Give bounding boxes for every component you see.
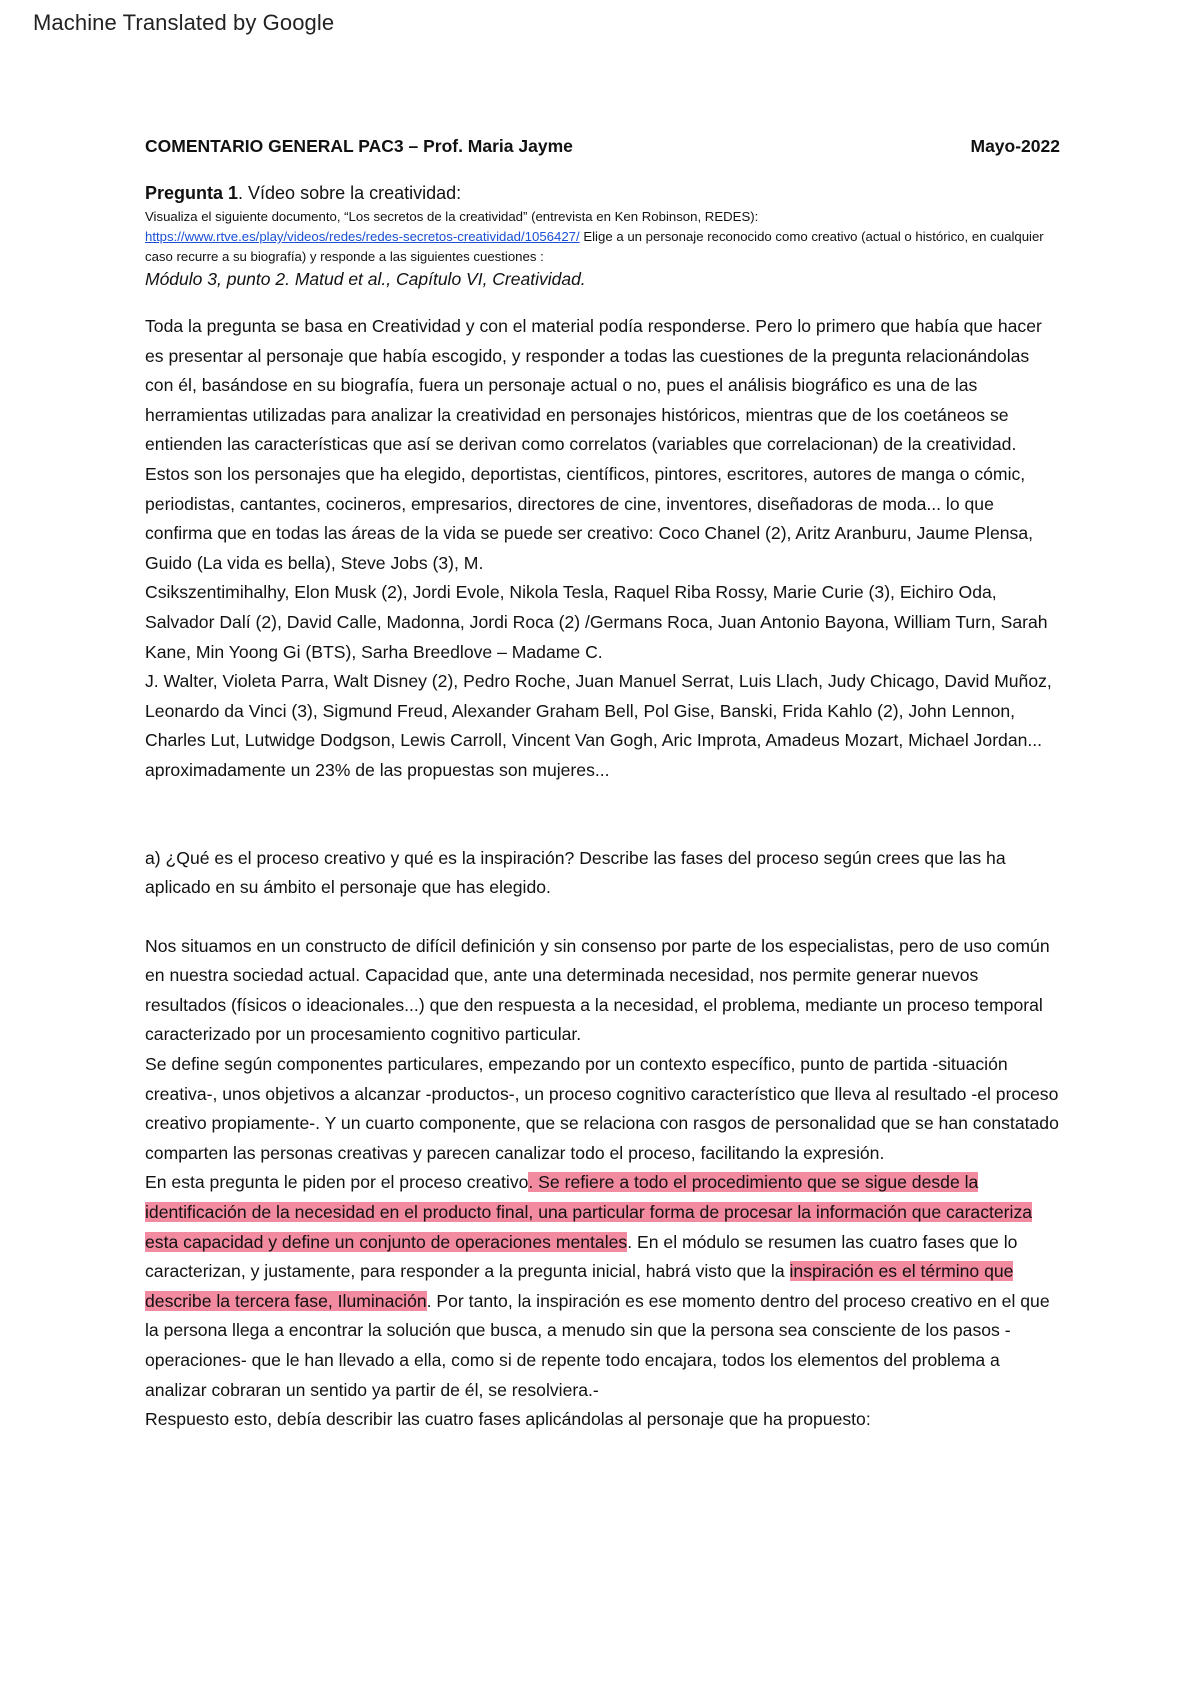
paragraph-phases-intro: Respuesto esto, debía describir las cuatro fases aplicándolas al personaje que ha propuesto: <box>145 1409 871 1430</box>
question-desc-instructions: Elige a un personaje reconocido como creativo (actual o histórico, en cualquier caso recurre a su biografía) y responde a las siguientes cuestiones : <box>145 229 1044 264</box>
module-reference: Módulo 3, punto 2. Matud et al., Capítulo VI, Creatividad. <box>145 269 586 289</box>
document-header <box>145 136 1060 157</box>
translation-banner: Machine Translated by Google <box>33 10 335 35</box>
paragraph-components: Se define según componentes particulares, empezando por un contexto específico, punto de partida -situación creativa-, unos objetivos a alcanzar -productos-, un proceso cognitivo característico que lleva al resultado -el proceso creativo propiamente-. Y un cuarto componente, que se relaciona con rasgos de personalidad que se han constatado comparten las personas creativas y parecen canalizar todo el proceso, facilitando la expresión. <box>145 1054 1059 1163</box>
paragraph-characters-cont-2: J. Walter, Violeta Parra, Walt Disney (2), Pedro Roche, Juan Manuel Serrat, Luis Llach, Judy Chicago, David Muñoz, Leonardo da Vinci (3), Sigmund Freud, Alexander Graham Bell, Pol Gise, Banski, Frida Kahlo (2), John Lennon, Charles Lut, Lutwidge Dodgson, Lewis Carroll, Vincent Van Gogh, Aric Improta, Amadeus Mozart, Michael Jordan... aproximadamente un 23% de las propuestas son mujeres... <box>145 671 1052 780</box>
question-title-rest: . Vídeo sobre la creatividad: <box>238 183 462 203</box>
paragraph-definition: Nos situamos en un constructo de difícil definición y sin consenso por parte de los especialistas, pero de uso común en nuestra sociedad actual. Capacidad que, ante una determinada necesidad, nos permite generar nuevos resultados (físicos o ideacionales...) que den respuesta a la necesidad, el problema, mediante un proceso temporal caracterizado por un procesamiento cognitivo particular. <box>145 935 1050 1045</box>
subquestion-a: a) ¿Qué es el proceso creativo y qué es la inspiración? Describe las fases del proceso según crees que las ha aplicado en su ámbito el personaje que has elegido. <box>145 847 1006 898</box>
document-page <box>145 136 1060 1435</box>
paragraph-characters-cont-1: Csikszentimihalhy, Elon Musk (2), Jordi Evole, Nikola Tesla, Raquel Riba Rossy, Marie Curie (3), Eichiro Oda, Salvador Dalí (2), David Calle, Madonna, Jordi Roca (2) /Germans Roca, Juan Antonio Bayona, William Turn, Sarah Kane, Min Yoong Gi (BTS), Sarha Breedlove – Madame C. <box>145 582 1048 662</box>
p7-text-b: . En el módulo se resumen las cuatro fases que lo caracterizan, y justamente, para responder a la pregunta inicial, habrá visto que la <box>145 1231 1018 1282</box>
answer-body <box>145 312 1060 1435</box>
question-label: Pregunta 1 <box>145 183 239 203</box>
paragraph-characters: Estos son los personajes que ha elegido, deportistas, científicos, pintores, escritores, autores de manga o cómic, periodistas, cantantes, cocineros, empresarios, directores de cine, inventores, diseñadoras de moda... lo que confirma que en todas las áreas de la vida se puede ser creativo: Coco Chanel (2), Aritz Aranburu, Jaume Plensa, Guido (La vida es bella), Steve Jobs (3), M. <box>145 463 1033 573</box>
p7-text-c: . Por tanto, la inspiración es ese momento dentro del proceso creativo en el que la persona llega a encontrar la solución que busca, a menudo sin que la persona sea consciente de los pasos -operaciones- que le han llevado a ella, como si de repente todo encajara, todos los elementos del problema a analizar cobraran un sentido ya partir de él, se resolviera.- <box>145 1290 1050 1400</box>
highlight-inspiration-definition: inspiración es el término que describe la tercera fase, Iluminación <box>145 1261 1014 1311</box>
paragraph-creative-process <box>145 1168 1060 1405</box>
question-title <box>145 183 1060 204</box>
paragraph-intro: Toda la pregunta se basa en Creatividad y con el material podía responderse. Pero lo primero que había que hacer es presentar al personaje que había escogido, y responder a todas las cuestiones de la pregunta relacionándolas con él, basándose en su biografía, fuera un personaje actual o no, pues el análisis biográfico es una de las herramientas utilizadas para analizar la creatividad en personajes históricos, mientras que de los coetáneos se entienden las características que así se derivan como correlatos (variables que correlacionan) de la creatividad. <box>145 316 1042 455</box>
highlight-process-definition: . Se refiere a todo el procedimiento que se sigue desde la identificación de la necesidad en el producto final, una particular forma de procesar la información que caracteriza esta capacidad y define un conjunto de operaciones mentales <box>145 1172 1033 1252</box>
question-description <box>145 207 1060 267</box>
video-link[interactable]: https://www.rtve.es/play/videos/redes/redes-secretos-creatividad/1056427/ <box>145 229 580 244</box>
question-desc-line1: Visualiza el siguiente documento, “Los secretos de la creatividad” (entrevista en Ken Robinson, REDES): <box>145 209 759 224</box>
document-date: Mayo-2022 <box>970 136 1060 156</box>
p7-text-a: En esta pregunta le piden por el proceso creativo <box>145 1172 529 1193</box>
document-title: COMENTARIO GENERAL PAC3 – Prof. Maria Jayme <box>145 136 573 156</box>
